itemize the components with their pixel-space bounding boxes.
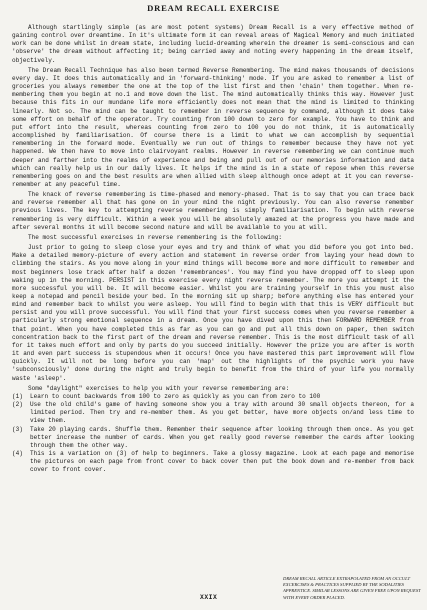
daylight-intro-paragraph: Some "daylight" exercises to help you with your reverse remembering are:: [28, 384, 290, 392]
exercise-text: Use the old child's game of having someone show you a tray with around 30 small objects thereon, for a limited period. Then try and re-member them. As you get better, have more objects on/and less time to view them.: [30, 401, 414, 425]
exercise-item: [12, 426, 414, 450]
exercise-item: [12, 450, 414, 474]
exercise-item: [12, 393, 414, 401]
intro-paragraph: Although startlingly simple (as are most potent systems) Dream Recall is a very effective method of gaining control over dreamtime. In it's ultimate form it can reveal areas of Magical Memory and much initiated work can be done whilst in dream state, including lucid-dreaming wherein the dreamer is semi-conscious and can 'observe' the dream without affecting it; being carried away and noting every happening in the dream itself, objectively.: [12, 24, 414, 64]
night-exercise-paragraph: Just prior to going to sleep close your eyes and try and think of what you did before you got into bed. Make a detailed memory-picture of every action and statement in reverse order from laying your head down to climbing the stairs. As you move along in your mind things will become more and more difficult to remember and most beginners lose track after half a dozen 'remembrances'. You may find you have dropped off to sleep upon waking up in the morning. PERSIST in this exercise every night reverse remember. The more you attempt it the more successful you will be. It will become easier. Whilst you are training yourself in this you must also keep a notepad and pencil beside your bed. In the morning sit up sharp; before anything else has entered your mind and remember back to whilst you were asleep. You will find to begin with that this is VERY difficult but persist and you will prove successful. You will find that your first success comes when you reverse remember a particularly strong emotional sequence in a dream. Once you have dived upon this then FORWARD REMEMBER from that point. When you have completed this as far as you can go and put all this down on paper, then switch concentration back to the first part of the dream and reverse remember. This is the most difficult task of all for it takes much effort and only by parts do you succeed initially. However the prize you are after is worth it and even part success is stupendous when it occurs! Once you have mastered this part improvement will flow quickly. It will not be long before you can 'map' out the highlights of the psychic work you have 'subconsciously' done during the night and truly begin to benefit from the third of your life you normally waste 'asleep'.: [12, 244, 414, 382]
exercise-text: Learn to count backwards from 100 to zero as quickly as you can from zero to 100: [30, 392, 321, 400]
exercise-item: [12, 401, 414, 425]
page-number: XXIX: [200, 594, 218, 601]
exercise-number: (4): [12, 449, 23, 457]
exercise-text: This is a variation on (3) of help to beginners. Take a glossy magazine. Look at each page and memorise the pictures on each page from front cover to back cover then put the book down and re-member from back cover to front cover.: [30, 449, 414, 474]
footnote: DREAM RECALL ARTICLE EXTRAPOLATED FROM AN OCCULT EXCERCISES & PRACTICES SUPPLIED BY THE SODALITIES APPRENTICE. SIMILAR LESSONS ARE GIVEN FREE UPON REQUEST WITH EVERY ORDER PLACED.: [283, 576, 421, 600]
exercise-intro-paragraph: The most successful exercises in reverse remembering is the following:: [28, 233, 283, 241]
article-body: [12, 24, 414, 474]
page-title: DREAM RECALL EXERCISE: [147, 3, 280, 13]
exercise-number: (2): [12, 401, 23, 409]
exercise-text: Take 20 playing cards. Shuffle them. Remember their sequence after looking through them once. As you get better increase the number of cards. When you get really good reverse remember the cards after looking through them the other way.: [30, 425, 414, 449]
knack-paragraph: The knack of reverse remembering is time-phased and memory-phased. That is to say that you can trace back and reverse remember all that has gone on in your mind the night previously. You can also reverse remember previous lives. The key to attempting reverse remembering is simply familiarisation. To begin with reverse remembering is very difficult. Within a week you will be absolutely amazed at the progress you have made and after several months it will become second nature and will be available to you at will.: [12, 191, 414, 231]
technique-paragraph: The Dream Recall Technique has also been termed Reverse Remembering. The mind makes thousands of decisions every day. It does this automatically and in 'forward-thinking' mode. If you are asked to remember a list of groceries you always remember the one at the top of the list first and then 'chain' them together. When re-membering them you begin at no.1 and move down the list. The mind automatically thinks this way. However just because this fits in our mundane life more efficiently does not mean that the mind is limited to thinking linearly. Not so. The mind can be taught to remember in reverse sequence by command, although it does take some effort on behalf of the operator. Try counting from 100 down to zero for example. You have to think and put effort into the result, whereas counting from zero to 100 you do not think, it is automatically accomplished by familiarisation. Of course there is a limit to what we can accomplish by sequential remembering in the forward mode. Eventually we run out of things to remember because they have not yet happened. We then have to move into clairvoyant realms. However in reverse remembering we can continue much deeper and farther into the realms of experience and being and pull out of our memories information and data which can really help us in our daily lives. It helps if the mind is in a state of repose when this reverse remembering goes on and the best results are when allied with sleep although once adept at it you can reverse-remember at any peaceful time.: [12, 66, 414, 188]
exercise-number: (1): [12, 392, 23, 400]
exercise-number: (3): [12, 425, 23, 433]
